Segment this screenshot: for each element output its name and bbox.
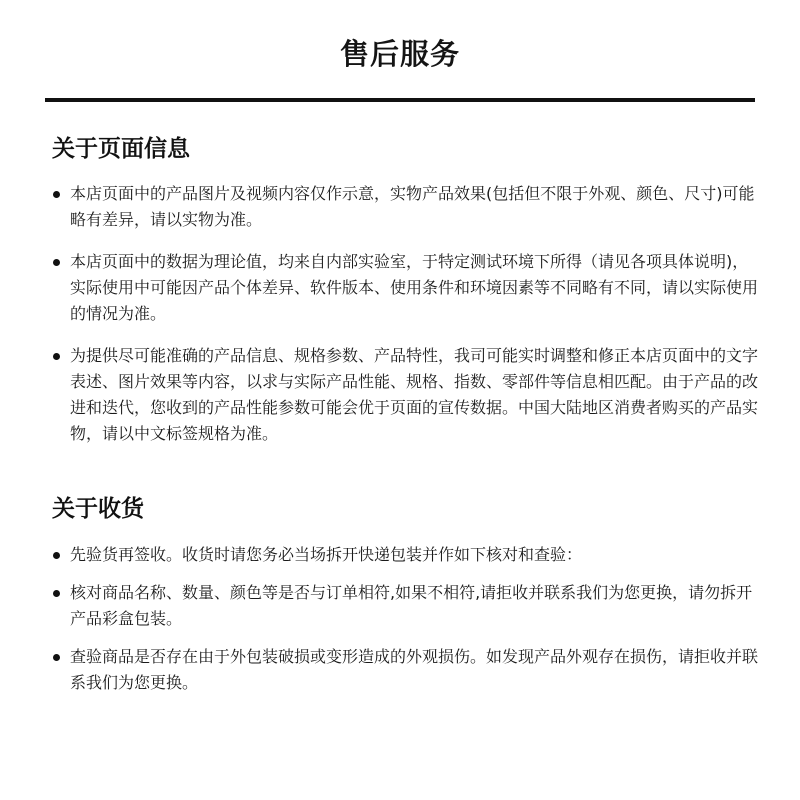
list-item <box>52 181 762 233</box>
bullet-dot-icon <box>53 191 60 198</box>
list-item <box>52 542 762 568</box>
list-item-text: 本店页面中的产品图片及视频内容仅作示意，实物产品效果(包括但不限于外观、颜色、尺寸)可能略有差异，请以实物为准。 <box>70 184 755 229</box>
section-heading-receiving: 关于收货 <box>52 496 144 522</box>
section-page-info <box>52 134 762 463</box>
bullet-dot-icon <box>53 552 60 559</box>
list-item <box>52 644 762 696</box>
bullet-list-receiving <box>52 542 762 696</box>
list-item-text: 本店页面中的数据为理论值，均来自内部实验室，于特定测试环境下所得（请见各项具体说明)，实际使用中可能因产品个体差异、软件版本、使用条件和环境因素等不同略有不同，请以实际使用的情况为准。 <box>70 252 759 323</box>
list-item-text: 先验货再签收。收货时请您务必当场拆开快递包装并作如下核对和查验： <box>70 545 583 564</box>
title-divider <box>45 98 755 102</box>
list-item-text: 为提供尽可能准确的产品信息、规格参数、产品特性，我司可能实时调整和修正本店页面中的文字表述、图片效果等内容，以求与实际产品性能、规格、指数、零部件等信息相匹配。由于产品的改进和迭代，您收到的产品性能参数可能会优于页面的宣传数据。中国大陆地区消费者购买的产品实物，请以中文标签规格为准。 <box>70 346 759 443</box>
section-heading-page-info: 关于页面信息 <box>52 136 190 162</box>
bullet-dot-icon <box>53 259 60 266</box>
section-receiving <box>52 494 762 708</box>
list-item <box>52 343 762 447</box>
bullet-dot-icon <box>53 654 60 661</box>
bullet-list-page-info <box>52 181 762 447</box>
list-item <box>52 249 762 327</box>
bullet-dot-icon <box>53 590 60 597</box>
page-title: 售后服务 <box>339 37 460 71</box>
list-item-text: 核对商品名称、数量、颜色等是否与订单相符,如果不相符,请拒收并联系我们为您更换，请勿拆开产品彩盒包装。 <box>70 583 753 628</box>
bullet-dot-icon <box>53 353 60 360</box>
list-item-text: 查验商品是否存在由于外包装破损或变形造成的外观损伤。如发现产品外观存在损伤，请拒收并联系我们为您更换。 <box>70 647 759 692</box>
list-item <box>52 580 762 632</box>
